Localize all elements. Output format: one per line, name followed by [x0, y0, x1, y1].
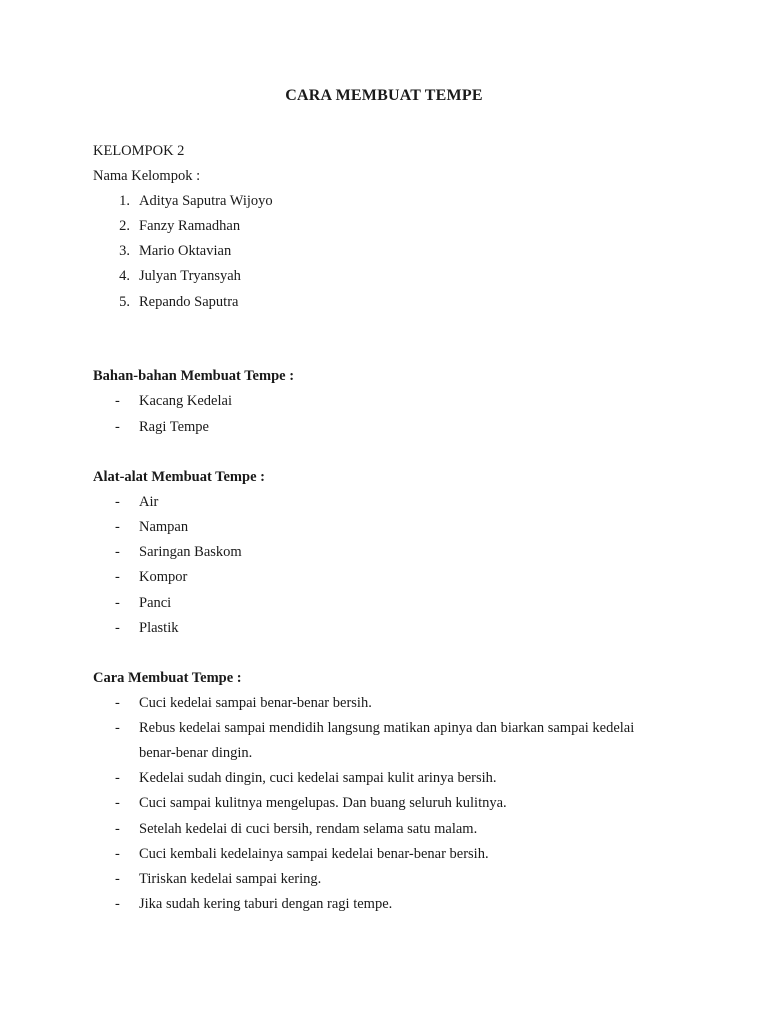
- step-text: Cuci kembali kedelainya sampai kedelai benar-benar bersih.: [139, 846, 489, 862]
- tool-text: Air: [139, 494, 159, 510]
- members-label: Nama Kelompok :: [93, 168, 201, 184]
- member-name: Julyan Tryansyah: [139, 268, 241, 284]
- bullet-dash: -: [115, 569, 120, 585]
- list-number: 4.: [119, 268, 130, 284]
- steps-heading: Cara Membuat Tempe :: [93, 670, 242, 686]
- list-number: 1.: [119, 193, 130, 209]
- ingredient-text: Kacang Kedelai: [139, 393, 232, 409]
- tool-text: Plastik: [139, 620, 179, 636]
- list-number: 3.: [119, 243, 130, 259]
- step-text: Tiriskan kedelai sampai kering.: [139, 871, 322, 887]
- member-name: Fanzy Ramadhan: [139, 218, 241, 234]
- ingredient-text: Ragi Tempe: [139, 419, 209, 435]
- member-name: Aditya Saputra Wijoyo: [139, 193, 273, 209]
- step-text: Cuci sampai kulitnya mengelupas. Dan buang seluruh kulitnya.: [139, 795, 507, 811]
- member-name: Repando Saputra: [139, 294, 239, 310]
- tools-heading: Alat-alat Membuat Tempe :: [93, 469, 265, 485]
- bullet-dash: -: [115, 393, 120, 409]
- tool-text: Saringan Baskom: [139, 544, 242, 560]
- step-text-continued: benar-benar dingin.: [139, 745, 253, 761]
- member-name: Mario Oktavian: [139, 243, 232, 259]
- bullet-dash: -: [115, 419, 120, 435]
- step-text: Rebus kedelai sampai mendidih langsung matikan apinya dan biarkan sampai kedelai: [139, 720, 635, 736]
- bullet-dash: -: [115, 896, 120, 912]
- bullet-dash: -: [115, 795, 120, 811]
- bullet-dash: -: [115, 695, 120, 711]
- tool-text: Nampan: [139, 519, 189, 535]
- step-text: Kedelai sudah dingin, cuci kedelai sampai kulit arinya bersih.: [139, 770, 497, 786]
- ingredients-heading: Bahan-bahan Membuat Tempe :: [93, 368, 295, 384]
- step-text: Jika sudah kering taburi dengan ragi tempe.: [139, 896, 393, 912]
- bullet-dash: -: [115, 846, 120, 862]
- list-number: 2.: [119, 218, 130, 234]
- step-text: Setelah kedelai di cuci bersih, rendam selama satu malam.: [139, 821, 478, 837]
- tool-text: Panci: [139, 595, 172, 611]
- step-text: Cuci kedelai sampai benar-benar bersih.: [139, 695, 372, 711]
- tool-text: Kompor: [139, 569, 188, 585]
- group-label: KELOMPOK 2: [93, 143, 185, 159]
- document-title: CARA MEMBUAT TEMPE: [285, 87, 483, 104]
- bullet-dash: -: [115, 544, 120, 560]
- bullet-dash: -: [115, 770, 120, 786]
- bullet-dash: -: [115, 595, 120, 611]
- bullet-dash: -: [115, 519, 120, 535]
- list-number: 5.: [119, 294, 130, 310]
- bullet-dash: -: [115, 821, 120, 837]
- bullet-dash: -: [115, 494, 120, 510]
- bullet-dash: -: [115, 620, 120, 636]
- bullet-dash: -: [115, 871, 120, 887]
- bullet-dash: -: [115, 720, 120, 736]
